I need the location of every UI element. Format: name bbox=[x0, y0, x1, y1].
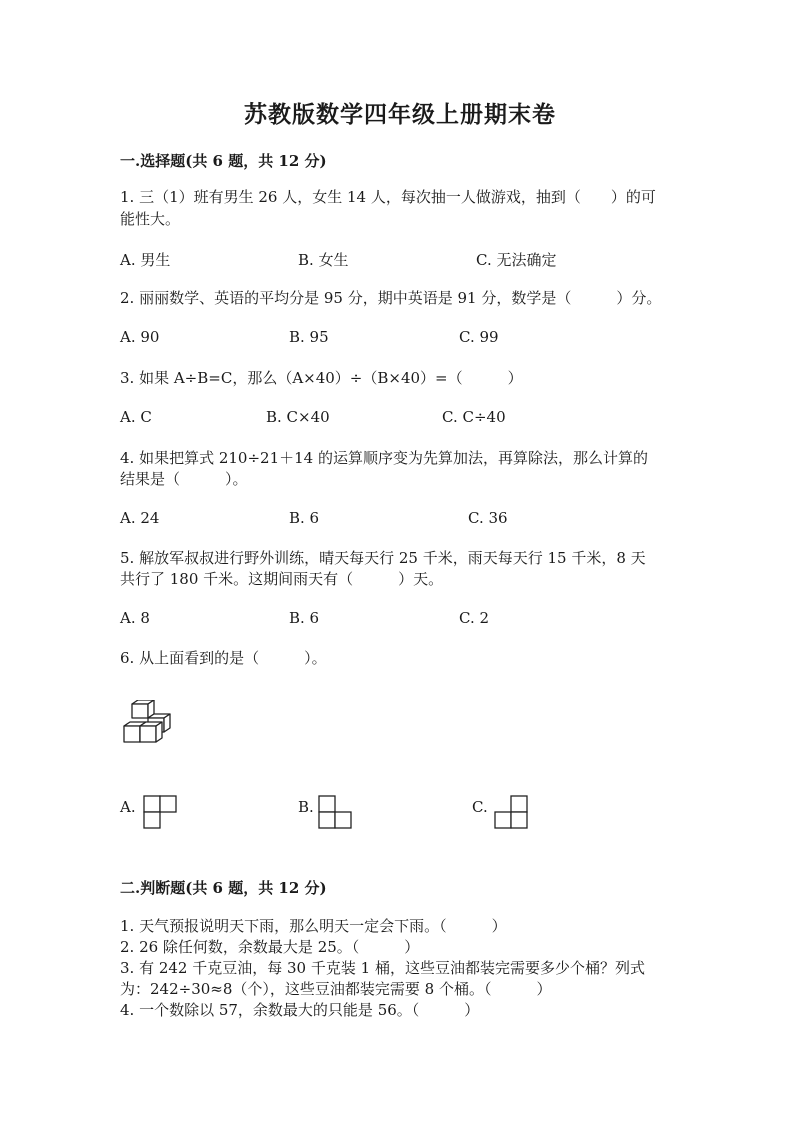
cube-stack-figure bbox=[118, 700, 184, 750]
judgment-line-3: 3. 有 242 千克豆油，每 30 千克装 1 桶，这些豆油都装完需要多少个桶？列式 bbox=[120, 959, 645, 977]
question-1-option-b: B. 女生 bbox=[298, 251, 349, 269]
question-6-option-c: C. bbox=[472, 798, 488, 816]
page-title: 苏教版数学四年级上册期末卷 bbox=[244, 101, 556, 128]
question-6-option-a: A. bbox=[120, 798, 136, 816]
question-2-option-a: A. 90 bbox=[120, 328, 160, 346]
question-6-option-b: B. bbox=[298, 798, 314, 816]
question-2-option-b: B. 95 bbox=[289, 328, 329, 346]
question-5-option-c: C. 2 bbox=[459, 609, 490, 627]
question-3-line-1: 3. 如果 A÷B=C，那么（A×40）÷（B×40）=（ ） bbox=[120, 369, 523, 387]
question-5-option-b: B. 6 bbox=[289, 609, 320, 627]
question-4-option-a: A. 24 bbox=[120, 509, 160, 527]
option-b-squares-figure bbox=[318, 795, 352, 829]
question-4-line-2: 结果是（ ）。 bbox=[120, 470, 248, 488]
cube-front-face bbox=[132, 704, 148, 718]
question-4-option-b: B. 6 bbox=[289, 509, 320, 527]
question-1-line-1: 1. 三（1）班有男生 26 人，女生 14 人，每次抽一人做游戏，抽到（ ）的可 bbox=[120, 188, 656, 206]
question-3-option-b: B. C×40 bbox=[266, 408, 330, 426]
question-2-option-c: C. 99 bbox=[459, 328, 499, 346]
question-3-option-a: A. C bbox=[120, 408, 152, 426]
question-4-line-1: 4. 如果把算式 210÷21＋14 的运算顺序变为先算加法，再算除法，那么计算的 bbox=[120, 449, 648, 467]
section-heading-choice: 一.选择题(共 6 题，共 12 分) bbox=[120, 152, 327, 170]
question-1-line-2: 能性大。 bbox=[120, 210, 181, 228]
judgment-line-5: 4. 一个数除以 57，余数最大的只能是 56。（ ） bbox=[120, 1001, 480, 1019]
question-4-option-c: C. 36 bbox=[468, 509, 508, 527]
question-1-option-a: A. 男生 bbox=[120, 251, 171, 269]
question-5-line-1: 5. 解放军叔叔进行野外训练，晴天每天行 25 千米，雨天每天行 15 千米，8 天 bbox=[120, 549, 646, 567]
question-3-option-c: C. C÷40 bbox=[442, 408, 506, 426]
question-1-option-c: C. 无法确定 bbox=[476, 251, 557, 269]
question-6-line-1: 6. 从上面看到的是（ ）。 bbox=[120, 649, 327, 667]
option-c-squares-figure bbox=[494, 795, 528, 829]
judgment-line-2: 2. 26 除任何数，余数最大是 25。（ ） bbox=[120, 938, 420, 956]
judgment-line-4: 为：242÷30≈8（个），这些豆油都装完需要 8 个桶。（ ） bbox=[120, 980, 552, 998]
section-heading-true-false: 二.判断题(共 6 题，共 12 分) bbox=[120, 879, 327, 897]
question-5-line-2: 共行了 180 千米。这期间雨天有（ ）天。 bbox=[120, 570, 444, 588]
question-5-option-a: A. 8 bbox=[120, 609, 150, 627]
option-a-squares-figure bbox=[143, 795, 177, 829]
judgment-line-1: 1. 天气预报说明天下雨，那么明天一定会下雨。（ ） bbox=[120, 917, 507, 935]
question-2-line-1: 2. 丽丽数学、英语的平均分是 95 分，期中英语是 91 分，数学是（ ）分。 bbox=[120, 289, 662, 307]
